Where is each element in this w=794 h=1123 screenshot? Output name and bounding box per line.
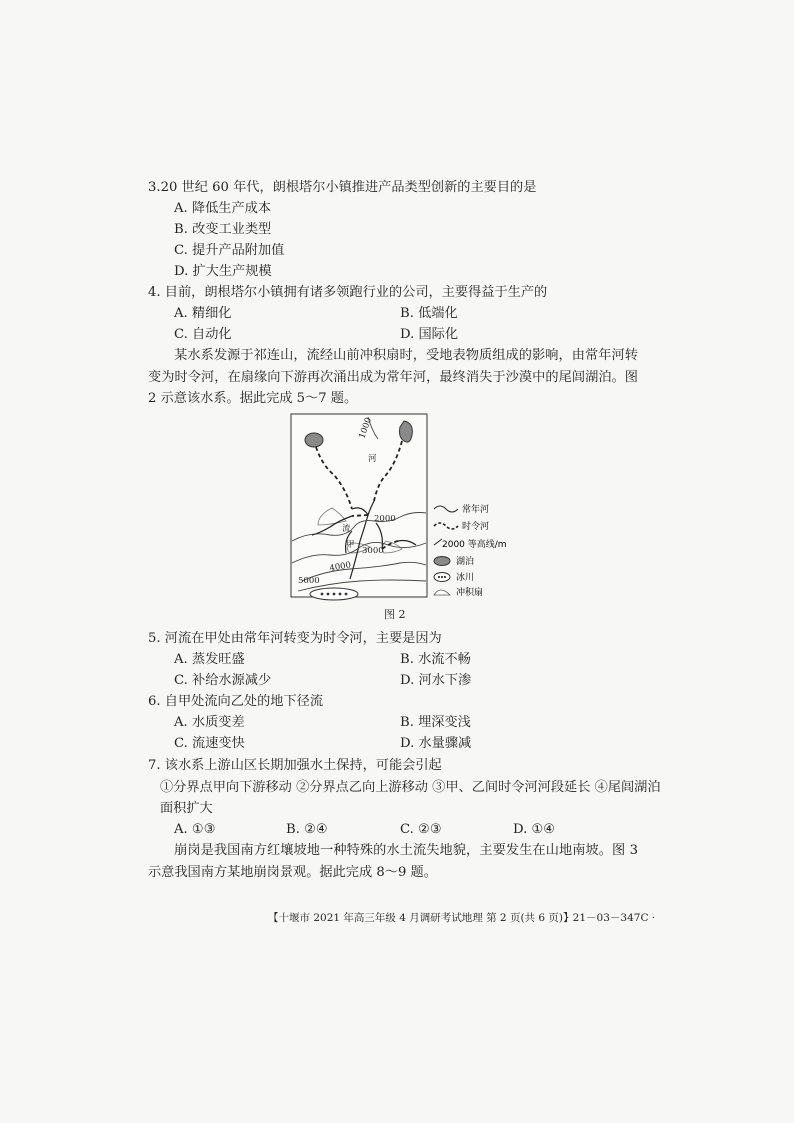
q5-option-b: B. 水流不畅 bbox=[400, 652, 471, 667]
q7-option-d: D. ①④ bbox=[513, 822, 556, 837]
footer-exam-info: 【十堰市 2021 年高三年级 4 月调研考试地理 第 2 页(共 6 页)】 bbox=[268, 912, 574, 924]
lake-icon bbox=[434, 557, 450, 566]
q5-option-d: D. 河水下渗 bbox=[400, 673, 472, 688]
river-label-liu: 流 bbox=[342, 524, 351, 534]
contour-label-1000: 1000 bbox=[357, 416, 375, 441]
q6-option-c: C. 流速变快 bbox=[174, 736, 245, 751]
river-label-he: 河 bbox=[368, 454, 377, 464]
q3-option-d: D. 扩大生产规模 bbox=[174, 264, 272, 279]
q4-option-a: A. 精细化 bbox=[174, 306, 232, 321]
legend-label-glacier: 冰川 bbox=[456, 573, 475, 583]
lake-upper-right bbox=[400, 421, 413, 442]
passage-2 bbox=[148, 840, 638, 883]
legend-label-lake: 湖泊 bbox=[456, 557, 475, 567]
alluvial-fan-icon bbox=[434, 590, 450, 595]
seasonal-river-icon bbox=[434, 523, 458, 529]
contour-label-2000: 2000 bbox=[374, 514, 396, 524]
contour-label-3000: 3000 bbox=[362, 546, 384, 556]
q3-option-a: A. 降低生产成本 bbox=[174, 201, 272, 216]
legend bbox=[434, 503, 507, 598]
q5-stem: 5. 河流在甲处由常年河转变为时令河，主要是因为 bbox=[148, 631, 442, 646]
footer-code: · 21－03－347C · bbox=[566, 912, 656, 924]
contour-label-5000: 5000 bbox=[298, 576, 320, 586]
q7-option-a: A. ①③ bbox=[174, 822, 216, 837]
q7-option-c: C. ②③ bbox=[400, 822, 442, 837]
q7-option-b: B. ②④ bbox=[286, 822, 328, 837]
figure-2-caption: 图 2 bbox=[384, 608, 406, 621]
perennial-river-icon bbox=[434, 506, 458, 512]
legend-label-contour: 2000 等高线/m bbox=[442, 540, 507, 550]
q4-option-b: B. 低端化 bbox=[400, 306, 458, 321]
q6-option-a: A. 水质变差 bbox=[174, 715, 245, 730]
q6-option-b: B. 埋深变浅 bbox=[400, 715, 471, 730]
q3-option-b: B. 改变工业类型 bbox=[174, 222, 272, 237]
q6-stem: 6. 自甲处流向乙处的地下径流 bbox=[148, 694, 324, 709]
lake-upper-left bbox=[305, 433, 323, 447]
passage-1 bbox=[148, 345, 638, 410]
q5-option-a: A. 蒸发旺盛 bbox=[174, 652, 245, 667]
q3-stem: 3.20 世纪 60 年代，朗根塔尔小镇推进产品类型创新的主要目的是 bbox=[148, 180, 537, 195]
point-label-jia: 甲 bbox=[346, 540, 355, 550]
q7-stem: 7. 该水系上游山区长期加强水土保持，可能会引起 bbox=[148, 758, 442, 773]
q7-statements-line2: 面积扩大 bbox=[160, 801, 213, 816]
figure-2-map bbox=[290, 413, 530, 603]
passage-1-text: 某水系发源于祁连山，流经山前冲积扇时，受地表物质组成的影响，由常年河转变为时令河，在扇缘向下游再次涌出成为常年河，最终消失于沙漠中的尾闾湖泊。图 2 示意该水系。据此完成 5～7 题。 bbox=[148, 348, 638, 406]
contour-line-icon bbox=[434, 539, 442, 545]
q4-option-c: C. 自动化 bbox=[174, 327, 232, 342]
q4-stem: 4. 目前，朗根塔尔小镇拥有诸多领跑行业的公司，主要得益于生产的 bbox=[148, 285, 548, 300]
q4-option-d: D. 国际化 bbox=[400, 327, 459, 342]
legend-label-perennial: 常年河 bbox=[462, 505, 490, 515]
passage-2-text: 崩岗是我国南方红壤坡地一种特殊的水土流失地貌，主要发生在山地南坡。图 3 示意我国南方某地崩岗景观。据此完成 8～9 题。 bbox=[148, 843, 638, 880]
q7-statements-line1: ①分界点甲向下游移动 ②分界点乙向上游移动 ③甲、乙间时令河河段延长 ④尾闾湖泊 bbox=[160, 780, 661, 795]
q5-option-c: C. 补给水源减少 bbox=[174, 673, 272, 688]
q6-option-d: D. 水量骤减 bbox=[400, 736, 472, 751]
legend-label-seasonal: 时令河 bbox=[462, 522, 490, 532]
legend-label-fan: 冲积扇 bbox=[456, 588, 484, 598]
q3-option-c: C. 提升产品附加值 bbox=[174, 243, 285, 258]
contour-label-4000: 4000 bbox=[328, 560, 352, 574]
